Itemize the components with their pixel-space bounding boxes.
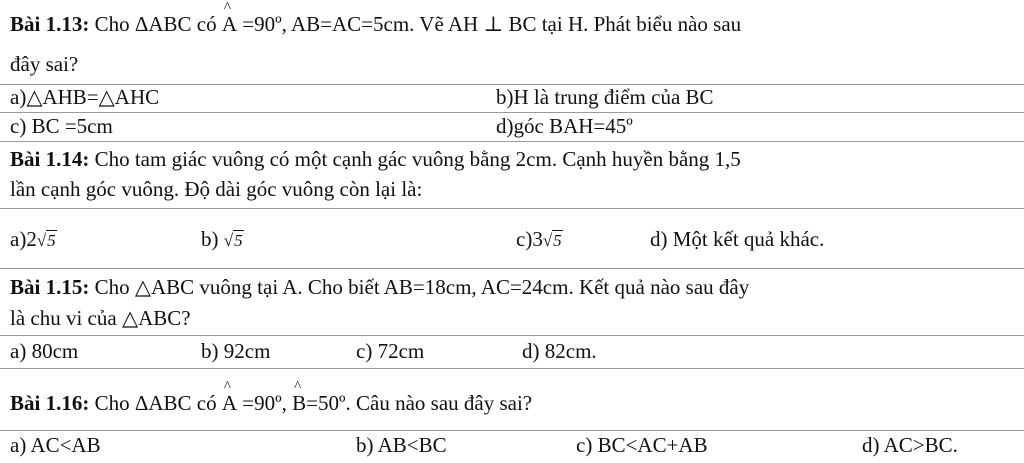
- problem-1-16-options: [0, 431, 1024, 462]
- problem-number: Bài 1.14:: [10, 147, 90, 171]
- problem-text: Cho ΔABC có: [94, 391, 222, 415]
- problem-text: =50º. Câu nào sau đây sai?: [306, 391, 533, 415]
- problem-text: Cho tam giác vuông có một cạnh gác vuông bằng 2cm. Cạnh huyền bằng 1,5: [94, 147, 741, 171]
- problem-text: =90º,: [237, 391, 293, 415]
- angle-hat-icon: ^: [294, 379, 302, 395]
- problem-number: Bài 1.13:: [10, 12, 90, 36]
- problem-1-13-stem: [0, 0, 1024, 85]
- problem-1-15-options: [0, 336, 1024, 369]
- problem-text: Cho ΔABC có: [94, 12, 222, 36]
- angle-hat-icon: ^: [223, 0, 231, 16]
- option-b: b) 92cm: [201, 339, 271, 363]
- angle-a: ^ A: [221, 379, 238, 415]
- option-d: d) AC>BC.: [862, 433, 958, 457]
- problem-text: là chu vi của △ABC?: [10, 306, 191, 330]
- problem-stem-line-2: [10, 52, 78, 77]
- option-a: a) AC<AB: [10, 433, 101, 457]
- problem-1-14-options: [0, 209, 1024, 269]
- problem-1-13-options-row-2: [0, 113, 1024, 142]
- problem-1-14-stem: [0, 142, 1024, 209]
- sqrt-icon: √5: [542, 231, 562, 250]
- problem-text: =90º, AB=AC=5cm. Vẽ AH ⊥ BC tại H. Phát biểu nào sau: [242, 12, 742, 36]
- angle-a: ^ A: [221, 0, 238, 36]
- problem-1-15-stem: [0, 269, 1024, 336]
- problem-1-16-stem: [0, 369, 1024, 431]
- sqrt-icon: √5: [36, 231, 56, 250]
- option-b: b) √5: [201, 227, 243, 251]
- problem-stem-line-1: [10, 275, 749, 300]
- option-c: c) BC =5cm: [10, 114, 113, 138]
- problem-1-13-options-row-1: [0, 84, 1024, 113]
- option-b: b)H là trung điểm của BC: [496, 85, 714, 109]
- option-c: c) BC<AC+AB: [576, 433, 708, 457]
- angle-hat-icon: ^: [223, 379, 231, 395]
- option-d: d) Một kết quả khác.: [650, 227, 825, 251]
- option-d: d) 82cm.: [522, 339, 597, 363]
- problem-text: đây sai?: [10, 52, 79, 76]
- problem-text: lần cạnh góc vuông. Độ dài góc vuông còn lại là:: [10, 177, 423, 201]
- option-c: c) 72cm: [356, 339, 425, 363]
- problem-stem-line-1: [10, 0, 742, 37]
- option-d: d)góc BAH=45º: [496, 114, 633, 138]
- angle-b: ^ B: [292, 379, 307, 415]
- option-a: a)2√5: [10, 227, 56, 251]
- option-a: a)△AHB=△AHC: [10, 85, 160, 109]
- problem-number: Bài 1.16:: [10, 391, 90, 415]
- option-b: b) AB<BC: [356, 433, 447, 457]
- problem-stem-line-2: [10, 306, 191, 331]
- sqrt-icon: √5: [223, 231, 243, 250]
- option-c: c)3√5: [516, 227, 562, 251]
- problem-stem-line-2: [10, 177, 422, 202]
- problem-stem-line-1: [10, 379, 533, 416]
- problem-number: Bài 1.15:: [10, 275, 90, 299]
- problem-stem-line-1: [10, 147, 741, 172]
- option-a: a) 80cm: [10, 339, 79, 363]
- problem-text: Cho △ABC vuông tại A. Cho biết AB=18cm, AC=24cm. Kết quả nào sau đây: [94, 275, 750, 299]
